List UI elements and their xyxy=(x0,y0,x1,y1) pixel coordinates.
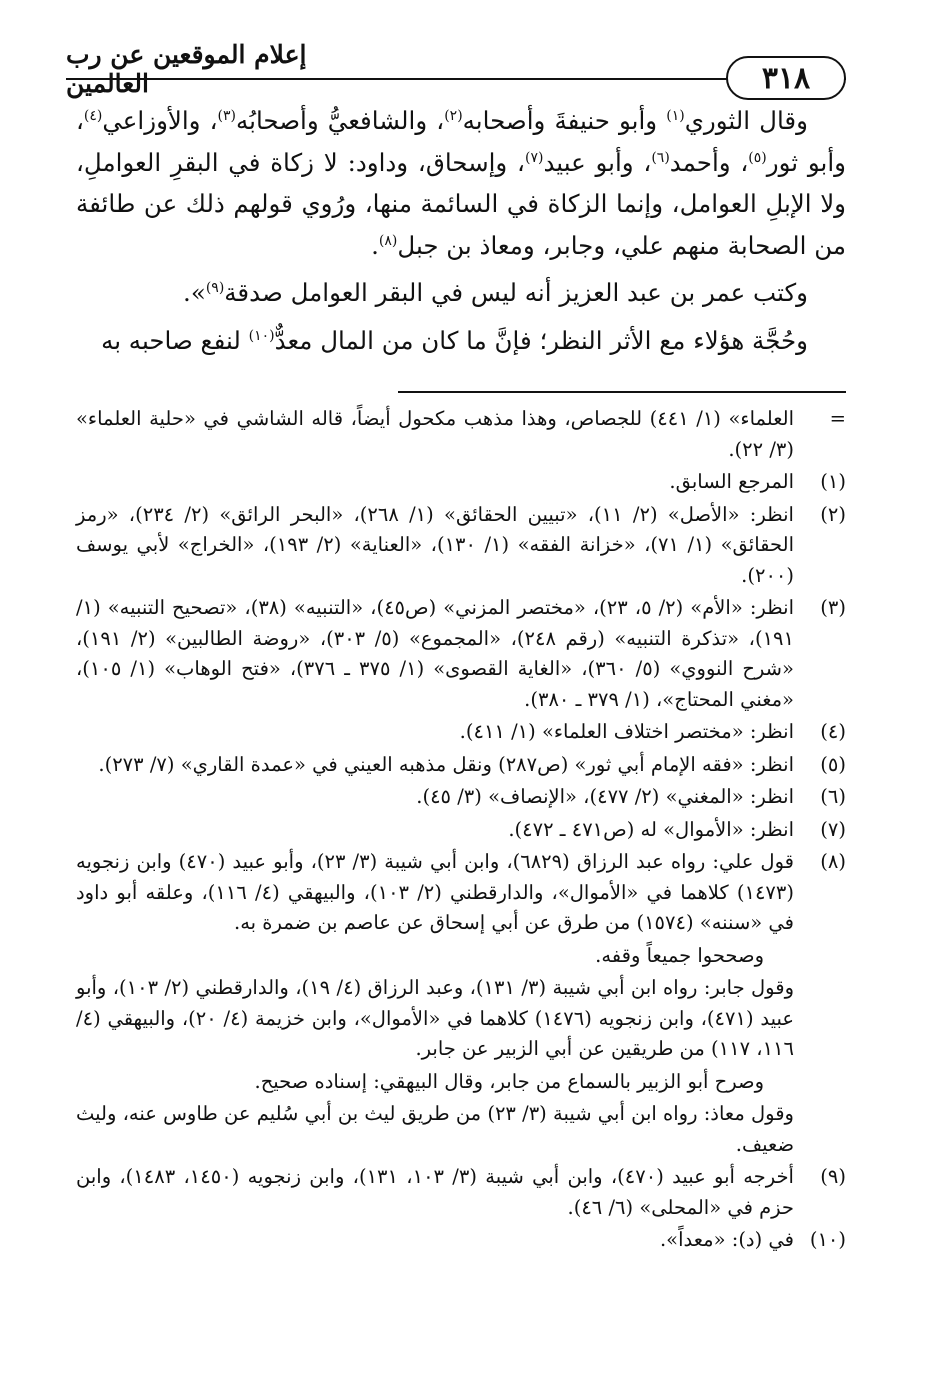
footnote-8-note-2: وقول جابر: رواه ابن أبي شيبة (٣/ ١٣١)، وعبد الرزاق (٤/ ١٩)، والدارقطني (٢/ ١٠٣)، وأبو عبيد (٤٧١)، وابن زنجويه (١٤٧٦) كلاهما في «الأموال»، وابن خزيمة (٤/ ٢٠)، والبيهقي (٤/ ١١٦، ١١٧) من طريقين عن أبي الزبير عن جابر. xyxy=(76,976,794,1060)
footnote-8: (٨) قول علي: رواه عبد الرزاق (٦٨٢٩)، وابن أبي شيبة (٣/ ٢٣)، وأبو عبيد (٤٧٠) وابن زنجويه (١٤٧٣) كلاهما في «الأموال»، والدارقطني (٢/ ١٠٣)، والبيهقي (٤/ ١١٦)، وعلقه أبو داود في «سننه» (١٥٧٤) من طرق عن أبي إسحاق عن عاصم بن ضمرة به. xyxy=(76,850,846,934)
footnote-6: (٦) انظر: «المغني» (٢/ ٤٧٧)، «الإنصاف» (٣/ ٤٥). xyxy=(416,785,846,808)
footnote-1: (١) المرجع السابق. xyxy=(669,470,846,493)
footnote-ref-6[interactable]: (٦) xyxy=(651,149,670,166)
footnote-ref-1[interactable]: (١) xyxy=(666,107,685,124)
footnote-ref-7[interactable]: (٧) xyxy=(524,149,544,166)
footnote-ref-2[interactable]: (٢) xyxy=(444,107,463,124)
footnote-10: (١٠) في (د): «معداً». xyxy=(659,1228,846,1251)
footnote-ref-9[interactable]: (٩) xyxy=(205,279,225,296)
footnote-8-note-1: وصححوا جميعاً وقفه. xyxy=(595,943,764,967)
page-header xyxy=(0,0,932,100)
footnote-ref-5[interactable]: (٥) xyxy=(748,149,767,166)
footnote-ref-4[interactable]: (٤) xyxy=(83,107,103,124)
footnote-3: (٣) انظر: «الأم» (٢/ ٥، ٢٣)، «مختصر المزني» (ص٤٥)، «التنبيه» (٣٨)، «تصحيح التنبيه» (١/ ١٩١)، «تذكرة التنبيه» (رقم ٢٤٨)، «المجموع» (٥/ ٣٠٣)، «روضة الطالبين» (٢/ ١٩١)، «شرح النووي» (٥/ ٣٦٠)، «الغاية القصوى» (١/ ٣٧٥ ـ ٣٧٦)، «فتح الوهاب» (١/ ١٠٥)، «مغني المحتاج»، (١/ ٣٧٩ ـ ٣٨٠). xyxy=(76,596,846,711)
page-number-badge: ٣١٨ xyxy=(726,56,846,100)
paragraph-1: وقال الثوري$^{(١)}$ وأبو حنيفةَ وأصحابه$^{(٢)}$، والشافعيُّ وأصحابُه$^{(٣)}$، والأوزاعي$^{(٤)}$، وأبو ثور$^{(٥)}$، وأحمد$^{(٦)}$، وأبو عبيد$^{(٧)}$، وإسحاق، وداود: لا زكاة في البقرِ العواملِ، ولا الإبلِ العوامل، وإنما الزكاة في السائمة منها، ورُوي قولهم ذلك عن طائفة من الصحابة منهم علي، وجابر، ومعاذ بن جبل$^{(٨)}$. xyxy=(76,106,846,260)
footnote-ref-10[interactable]: (١٠) xyxy=(248,327,275,344)
footnote-9: (٩) أخرجه أبو عبيد (٤٧٠)، وابن أبي شيبة (٣/ ١٠٣، ١٣١)، وابن زنجويه (١٤٥٠، ١٤٨٣)، وابن حزم في «المحلى» (٦/ ٤٦). xyxy=(76,1165,846,1219)
main-text xyxy=(76,100,846,367)
footnotes xyxy=(76,404,846,1258)
footnote-8-note-3: وصرح أبو الزبير بالسماع من جابر، وقال البيهقي: إسناده صحيح. xyxy=(254,1069,764,1093)
footnote-2: (٢) انظر: «الأصل» (٢/ ١١)، «تبيين الحقائق» (١/ ٢٦٨)، «البحر الرائق» (٢/ ٢٣٤)، «رمز الحقائق» (١/ ٧١)، «خزانة الفقه» (١/ ١٣٠)، «العناية» (٢/ ١٩٣)، «الخراج» لأبي يوسف (٢٠٠). xyxy=(76,502,846,587)
footnote-separator xyxy=(398,391,846,393)
footnote-ref-3[interactable]: (٣) xyxy=(217,107,236,124)
paragraph-2: وكتب عمر بن عبد العزيز أنه ليس في البقر العوامل صدقة$^{(٩)}$». xyxy=(183,278,808,307)
footnote-8-note-4: وقول معاذ: رواه ابن أبي شيبة (٣/ ٢٣) من طريق ليث بن أبي سُليم عن طاوس عنه، وليث ضعيف. xyxy=(76,1102,794,1156)
running-title: إعلام الموقعين عن رب العالمين xyxy=(66,40,307,98)
footnote-ref-8[interactable]: (٨) xyxy=(378,232,398,249)
footnote-5: (٥) انظر: «فقه الإمام أبي ثور» (ص٢٨٧) ونقل مذهبه العيني في «عمدة القاري» (٧/ ٢٧٣). xyxy=(98,752,846,776)
footnote-4: (٤) انظر: «مختصر اختلاف العلماء» (١/ ٤١١). xyxy=(459,720,846,743)
footnote-7: (٧) انظر: «الأموال» له (ص٤٧١ ـ ٤٧٢). xyxy=(508,817,846,841)
footnote-continuation: = العلماء» (١/ ٤٤١) للجصاص، وهذا مذهب مكحول أيضاً، قاله الشاشي في «حلية العلماء» (٣/ ٢٢). xyxy=(76,407,846,461)
paragraph-3: وحُجَّة هؤلاء مع الأثر النظر؛ فإنَّ ما كان من المال معدٌّ$^{(١٠)}$ لنفع صاحبه به xyxy=(101,325,808,355)
